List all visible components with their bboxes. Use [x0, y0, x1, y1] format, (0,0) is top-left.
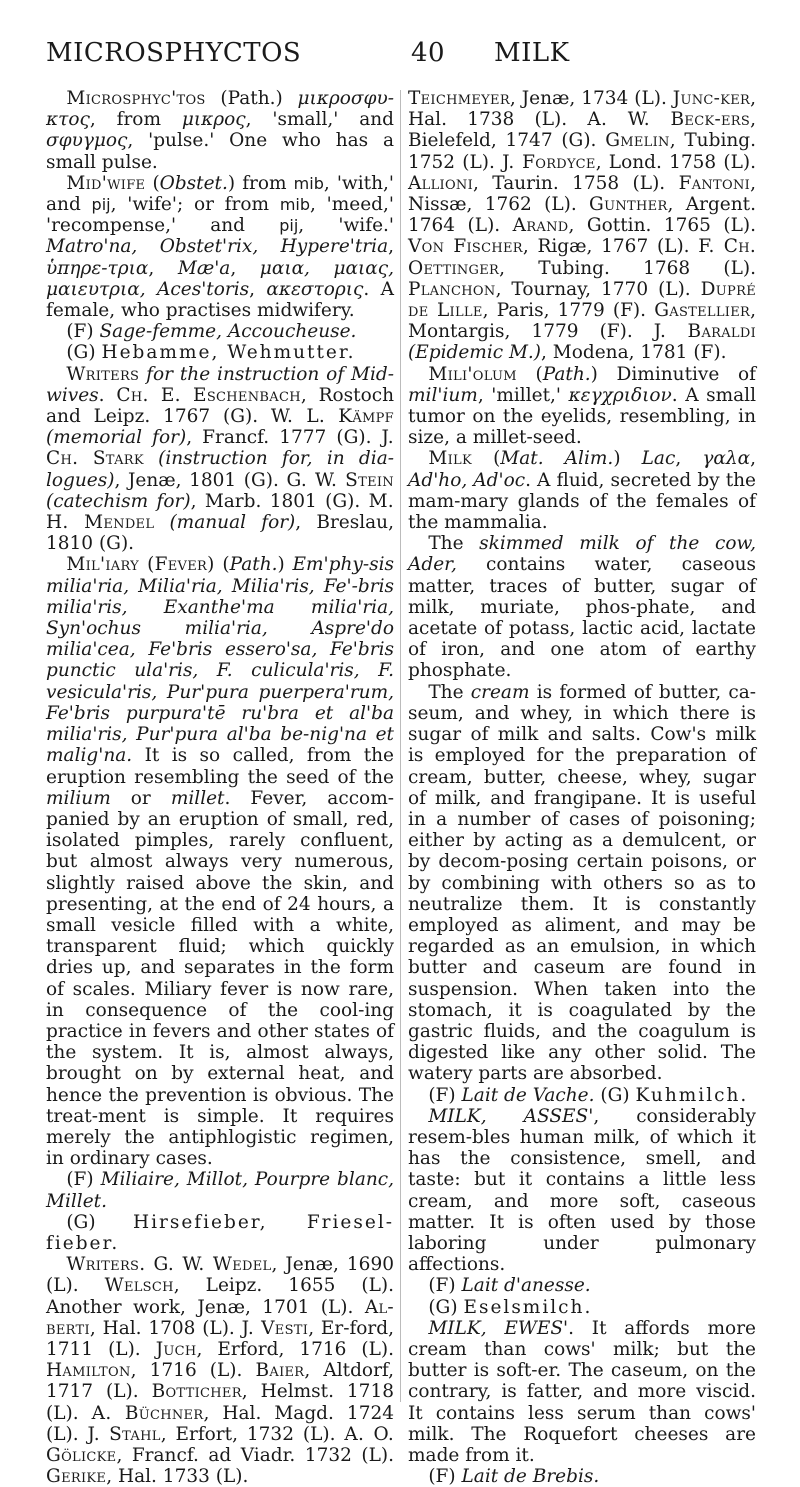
entry-midwife: Mid'wife (Obstet.) from mib, 'with,' and pij, 'wife'; or from mib, 'meed,' 'recompense,' and pij, 'wife.' Matro'na, Obstet'rix, Hypere'tria, ὑπηρε-τρια, Mæ'a, μαια, μαιας, μαιευτρια, Aces'toris, ακεστορις. A female, who practises midwifery. — [46, 172, 395, 322]
right-column — [408, 88, 757, 1487]
author: Botticher — [151, 1381, 242, 1403]
greek-term: ακεστορις — [266, 278, 364, 300]
author: Al-berti — [46, 1296, 394, 1339]
headword: Milk — [428, 448, 472, 470]
hebrew-term: mib — [293, 173, 324, 193]
greek-term: μικροσφυ-κτος — [46, 88, 394, 131]
writers-label: Writers — [66, 363, 140, 385]
equivalents-cows-milk: (F) Lait de Vache. (G) Kuhmilch. — [428, 1084, 749, 1106]
author: Gastellier — [654, 300, 751, 322]
author: J. Baraldi — [653, 321, 757, 343]
entry-milk-ewes: MILK, EWES'. It affords more cream than cows' milk; but the butter is soft-er. The caseum, on the contrary, is fatter, and more viscid. It contains less serum than cows' milk. The Roquefort cheeses are made from it. — [408, 1317, 756, 1466]
hebrew-term: pij — [279, 216, 299, 236]
left-column — [46, 88, 395, 1487]
author: Fantoni — [678, 172, 751, 194]
author: G. W. Stein — [286, 469, 394, 491]
author: Gunther — [589, 194, 668, 216]
headword: MILK, EWES' — [428, 1317, 569, 1339]
greek-term: γαλα — [702, 448, 751, 470]
headword: Microsphyc'tos — [66, 88, 206, 109]
author: Dupré de Lille — [408, 278, 756, 322]
greek-term: μικρος — [181, 109, 246, 131]
author: Welsch — [104, 1275, 174, 1297]
author: A. W. Beck-ers — [587, 109, 751, 131]
headword: Mid'wife — [66, 172, 146, 194]
author: Arand — [512, 215, 569, 237]
author: J. Stahl — [87, 1423, 161, 1445]
column-divider — [400, 90, 401, 1402]
synonyms: Matro'na, Obstet'rix, Hypere'tria — [46, 236, 389, 258]
french-equivalent: (F) Sage-femme, Accoucheuse. — [66, 321, 357, 343]
author: Baier — [255, 1360, 305, 1382]
german-equivalent: (G) Hirsefieber, Friesel-fieber. — [46, 1211, 394, 1254]
synonyms: Em'phy-sis milia'ria, Milia'ria, Milia'ris, Fe'-bris milia'ris, Exanthe'ma milia'ria, Syn'ochus milia'ria, Aspre'do milia'cea, Fe'bris essero'sa, Fe'bris punctic ula'ris, F. culicula'ris, F. vesicula'ris, Pur'pura puerpera'rum, Fe'bris purpura'tē ru'bra et al'ba milia'ris, Pur'pura al'ba be-nig'na et malig'na. — [46, 554, 394, 767]
author: W. L. Kämpf — [270, 406, 394, 428]
writers-midwives: Writers for the instruction of Mid-wives. Ch. E. Eschenbach, Rostoch and Leipz. 1767 (G). W. L. Kämpf (memorial for), Francf. 1777 (G). J. Ch. Stark (instruction for, in dia-logues), Jenæ, 1801 (G). G. W. Stein (catechism for), Marb. 1801 (G). M. H. Mendel (manual for), Breslau, 1810 (G). — [46, 363, 394, 555]
author: Juch — [155, 1338, 197, 1360]
german-equivalent: (G) Eselsmilch. — [428, 1296, 593, 1318]
author: G. W. Wedel — [153, 1254, 272, 1276]
french-equivalent: (F) Lait de Brebis. — [428, 1466, 600, 1487]
entry-miliolum: Mili'olum (Path.) Diminutive of mil'ium, 'millet,' κεγχριδιον. A small tumor on the eyelids, resembling, in size, a millet-seed. — [408, 363, 757, 449]
author: Gmelin — [605, 130, 670, 152]
synonyms: Lac — [641, 448, 676, 470]
greek-term: ὑπηρε-τρια — [46, 257, 149, 279]
running-head-left: MICROSPHYCTOS — [46, 38, 302, 68]
author: J. Ch. Stark — [46, 427, 394, 470]
hebrew-term: mib — [279, 195, 310, 215]
greek-term: μαια, μαιας, μαιευτρια, — [46, 257, 395, 300]
greek-term: σφυγμος — [46, 130, 128, 152]
french-equivalent: (F) Lait d'anesse. — [428, 1275, 591, 1297]
author: F. Ch. Oettinger — [408, 236, 757, 279]
french-equivalent: (F) Miliaire, Millot, Pourpre blanc, Millet. — [46, 1169, 394, 1212]
author: Hamilton — [46, 1360, 131, 1382]
writers-miliary: Writers. G. W. Wedel, Jenæ, 1690 (L). Welsch, Leipz. 1655 (L). Another work, Jenæ, 1701 (L). Al-berti, Hal. 1708 (L). J. Vesti, Er-ford, 1711 (L). Juch, Erford, 1716 (L). Hamilton, 1716 (L). Baier, Altdorf, 1717 (L). Botticher, Helmst. 1718 (L). A. Büchner, Hal. Magd. 1724 (L). J. Stahl, Erfort, 1732 (L). A. O. Gölicke, Francf. ad Viadr. 1732 (L). Gerike, Hal. 1733 (L). — [46, 1254, 395, 1487]
running-head — [46, 38, 754, 78]
writers-miliary-continued: Teichmeyer, Jenæ, 1734 (L). Junc-ker, Hal. 1738 (L). A. W. Beck-ers, Bielefeld, 1747 (G). Gmelin, Tubing. 1752 (L). J. Fordyce, Lond. 1758 (L). Allioni, Taurin. 1758 (L). Fantoni, Nissæ, 1762 (L). Gunther, Argent. 1764 (L). Arand, Gottin. 1765 (L). Von Fischer, Rigæ, 1767 (L). F. Ch. Oettinger, Tubing. 1768 (L). Planchon, Tournay, 1770 (L). Dupré de Lille, Paris, 1779 (F). Gastellier, Montargis, 1779 (F). J. Baraldi (Epidemic M.), Modena, 1781 (F). — [408, 88, 757, 364]
author: A. Büchner — [91, 1402, 204, 1424]
paragraph-cream: The cream is formed of butter, ca-seum, and whey, in which there is sugar of milk and salts. Cow's milk is employed for the preparation of cream, butter, cheese, whey, sugar of milk, and frangipane. It is useful in a number of cases of poisoning; either by acting as a demulcent, or by decom-posing certain poisons, or by combining with others so as to neutralize them. It is constantly employed as aliment, and may be regarded as an emulsion, in which butter and caseum are found in suspension. When taken into the stomach, it is coagulated by the gastric fluids, and the coagulum is digested like any other solid. The watery parts are absorbed. — [408, 681, 756, 1085]
author: Gerike — [46, 1466, 107, 1487]
author: Von Fischer — [408, 236, 523, 258]
author: A. O. Gölicke — [46, 1423, 395, 1466]
author: J. Fordyce — [502, 151, 596, 173]
german-equivalent: (G) Hebamme, Wehmutter. — [66, 342, 356, 364]
paragraph-skimmed-milk: The skimmed milk of the cow, Ader, contains water, caseous matter, traces of butter, sugar of milk, muriate, phos-phate, and acetate of potass, lactic acid, lactate of iron, and one atom of earthy phosphate. — [408, 533, 756, 682]
author: Teichmeyer — [408, 88, 510, 109]
hebrew-term: pij — [91, 195, 111, 215]
author: J. Vesti — [241, 1317, 309, 1339]
entry-milk-asses: MILK, ASSES', considerably resem-bles human milk, of which it has the consistence, smell, and taste: but it contains a little less cream, and more soft, caseous matter. It is often used by those laboring under pulmonary affections. — [408, 1105, 756, 1276]
author: Junc-ker — [672, 88, 751, 109]
writers-label: Writers. — [66, 1254, 146, 1276]
author: Allioni — [408, 172, 474, 194]
headword: Mil'iary (Fever) — [66, 554, 215, 576]
page-number: 40 — [411, 38, 446, 68]
running-head-right: MILK — [494, 38, 570, 68]
author: M. H. Mendel — [46, 490, 394, 534]
entry-miliary-fever: Mil'iary (Fever) (Path.) Em'phy-sis milia'ria, Milia'ria, Milia'ris, Fe'-bris milia'ris, Exanthe'ma milia'ria, Syn'ochus milia'ria, Aspre'do milia'cea, Fe'bris essero'sa, Fe'bris punctic ula'ris, F. culicula'ris, F. vesicula'ris, Pur'pura puerpera'rum, Fe'bris purpura'tē ru'bra et al'ba milia'ris, Pur'pura al'ba be-nig'na et malig'na. It is so called, from the eruption resembling the seed of the milium or millet. Fever, accom-panied by an eruption of small, red, isolated pimples, rarely confluent, but almost always very numerous, slightly raised above the skin, and presenting, at the end of 24 hours, a small vesicle filled with a white, transparent fluid; which quickly dries up, and separates in the form of scales. Miliary fever is now rare, in consequence of the cool-ing practice in fevers and other states of the system. It is, almost always, brought on by external heat, and hence the prevention is obvious. The treat-ment is simple. It requires merely the antiphlogistic regimen, in ordinary cases. — [46, 554, 394, 1170]
headword: Mili'olum — [428, 363, 517, 385]
greek-term: κεγχριδιον — [568, 384, 672, 406]
headword: MILK, ASSES' — [428, 1105, 594, 1127]
author: Ch. E. Eschenbach — [116, 384, 301, 406]
entry-milk: Milk (Mat. Alim.) Lac, γαλα, Ad'ho, Ad'oc. A fluid, secreted by the mam-mary glands of the females of the mammalia. — [408, 448, 757, 534]
entry-microsphyctos: Microsphyc'tos (Path.) μικροσφυ-κτος, from μικρος, 'small,' and σφυγμος, 'pulse.' One who has a small pulse. — [46, 88, 394, 173]
author: Planchon — [408, 278, 496, 300]
